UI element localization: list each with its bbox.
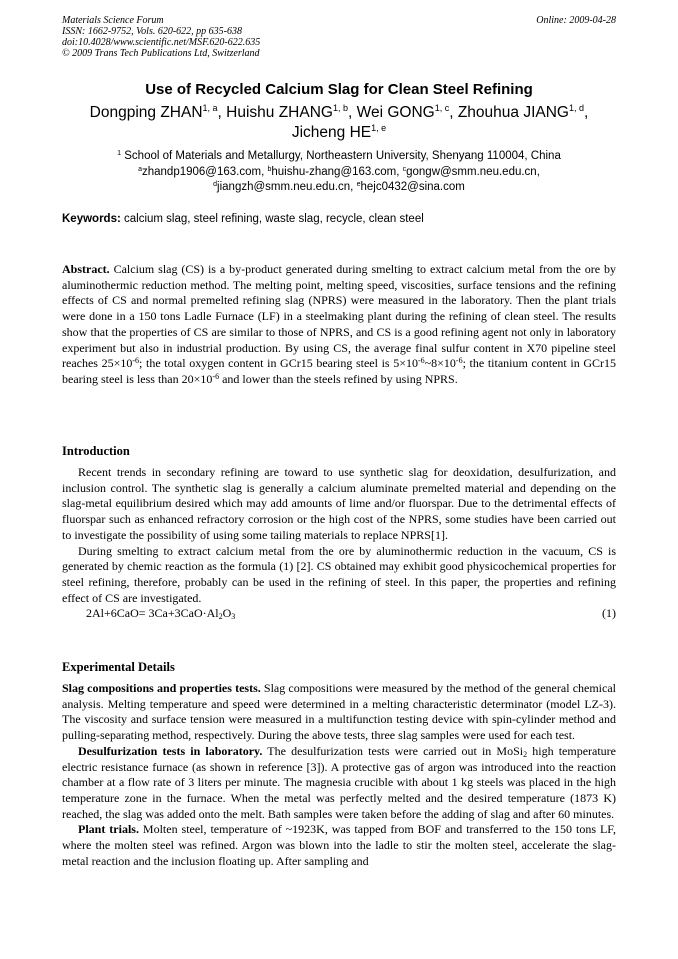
email: jiangzh@smm.neu.edu.cn,	[217, 181, 354, 193]
affil-text: School of Materials and Metallurgy, Northeastern University, Shenyang 110004, China	[124, 150, 561, 162]
author-name: Dongping ZHAN	[89, 104, 203, 121]
exponent: -6	[417, 356, 425, 366]
subscript: 2	[523, 749, 528, 759]
abstract	[62, 262, 616, 388]
author-name: Zhouhua JIANG	[457, 104, 569, 121]
email: hejc0432@sina.com	[360, 181, 465, 193]
paper-title: Use of Recycled Calcium Slag for Clean Steel Refining	[145, 81, 533, 98]
email-mark: c	[402, 165, 407, 173]
author-sup: 1, c	[434, 103, 450, 113]
online-date: Online: 2009-04-28	[536, 15, 616, 26]
author-sup: 1, e	[371, 123, 387, 133]
paragraph-lead: Desulfurization tests in laboratory.	[78, 743, 263, 758]
paragraph-lead: Slag compositions and properties tests.	[62, 681, 261, 695]
affiliation	[62, 149, 616, 196]
copyright-line: © 2009 Trans Tech Publications Ltd, Switzerland	[62, 48, 260, 59]
abstract-text: and lower than the steels refined by using NPRS.	[219, 371, 458, 386]
author-sup: 1, b	[332, 103, 348, 113]
author-name: Jicheng HE	[291, 124, 372, 141]
abstract-text: Calcium slag (CS) is a by-product generated during smelting to extract calcium metal from the ore by aluminothermic reduction method. The melting point, melting speed, viscosities, surface tensions and the refining effects of CS and normal premelted refining slag (NPRS) were measured in the laboratory. Then the plant trials were done in a 150 tons Ladle Furnace (LF) in a steelmaking plant during the refining of clean steel. The results show that the properties of CS are similar to those of NPRS, and CS is a good refining agent not only in laboratory experiment but also in industrial production. By using CS, the average final sulfur content in X70 pipeline steel reaches 25×10	[62, 262, 617, 371]
author-name: Wei GONG	[356, 104, 435, 121]
email: zhandp1906@163.com,	[141, 165, 265, 178]
abstract-label: Abstract.	[62, 262, 110, 276]
paragraph-text: The desulfurization tests were carried out in MoSi	[262, 743, 524, 758]
email: huishu-zhang@163.com,	[271, 165, 400, 178]
paragraph-text: Molten steel, temperature of ~1923K, was tapped from BOF and transferred to the 150 tons LF, where the molten steel was refined. Argon was blown into the ladle to stir the molten steel, accelerate the slag-metal reaction and the inclusion floating up. After sampling and	[62, 822, 616, 868]
equation-text: 2Al+6CaO= 3Ca+3CaO·Al	[86, 606, 219, 621]
equation-text: O	[222, 606, 232, 621]
exponent: -6	[212, 371, 220, 381]
paragraph: Recent trends in secondary refining are toward to use synthetic slag for deoxidation, desulfurization, and inclusion control. The synthetic slag is generally a calcium aluminate premelted material and depending on the slag-metal equilibrium desired which may add amounts of lime and/or fluorspar. Due to the detrimental effects of fluorspar such as enhanced refractory corrosion or the high cost of the NPRS, some studies have been carried out to investigate the possibility of using some tailing materials to replace NPRS[1].	[62, 465, 616, 542]
paragraph	[62, 681, 616, 744]
paragraph	[62, 822, 616, 869]
equation	[62, 606, 616, 622]
paragraph-text: Slag compositions were measured by the method of the general chemical analysis. Melting temperature and speed were determined in a melting characteristic determinator (model LZ-3). The viscosity and surface tension were measured in a multifunction testing device with spin-cylinder method and pulling-separating method, respectively. During the above tests, three slag samples were used for each test.	[62, 681, 617, 743]
author-list: Dongping ZHAN$^{1, a}$, Huishu ZHANG$^{1, b}$, Wei GONG$^{1, c}$, Zhouhua JIANG$^{1, d}$, Jicheng HE$^{1, e}$	[89, 103, 589, 141]
paragraph-lead: Plant trials.	[78, 822, 139, 837]
abstract-text: ; the total oxygen content in GCr15 bearing steel is 5×10	[139, 356, 418, 371]
introduction-heading: Introduction	[62, 444, 130, 458]
email-mark: d	[213, 181, 218, 188]
introduction-body	[62, 465, 616, 622]
paragraph: During smelting to extract calcium metal from the ore by aluminothermic reduction in the vacuum, CS is generated by chemic reaction as the formula (1) [2]. CS obtained may exhibit good physicochemical properties for steel refining, therefore, probably can be used in the refining of steel. In this paper, the properties and refining effect of CS are investigated.	[62, 543, 616, 605]
subscript: 3	[231, 612, 236, 622]
issn-line: ISSN: 1662-9752, Vols. 620-622, pp 635-638	[62, 26, 242, 37]
keywords-label: Keywords:	[62, 213, 121, 225]
doi-line: doi:10.4028/www.scientific.net/MSF.620-622.635	[62, 37, 261, 48]
abstract-text: ; the titanium content in GCr15 bearing steel is less than 20×10	[62, 356, 616, 386]
author-sup: 1, a	[202, 103, 218, 113]
email-mark: b	[267, 165, 272, 173]
email-mark: a	[138, 165, 142, 173]
experimental-body	[62, 681, 616, 869]
paragraph-text: high temperature electric resistance furnace (as shown in reference [3]). A protective gas of argon was introduced into the reaction chamber at a flow rate of 3 liters per minute. The magnesia crucible with about 1 kg steels was placed in the high temperature zone in the furnace. When the metal was perfectly melted and the desired temperature (1873 K) reached, the slag was added onto the melt. Bath samples were taken before the adding of slag and after 60 minutes.	[62, 743, 616, 821]
subscript: 2	[218, 612, 223, 622]
journal-header	[62, 15, 616, 59]
journal-name: Materials Science Forum	[62, 15, 164, 26]
affil-mark: 1	[117, 150, 122, 157]
abstract-text: ~8×10	[424, 356, 456, 371]
exponent: -6	[132, 356, 140, 366]
author-sup: 1, d	[569, 103, 585, 113]
keywords	[62, 213, 616, 225]
paragraph	[62, 744, 616, 823]
author-name: Huishu ZHANG	[226, 104, 333, 121]
experimental-heading: Experimental Details	[62, 660, 175, 674]
equation-number: (1)	[602, 606, 616, 621]
email: gongw@smm.neu.edu.cn,	[406, 165, 540, 178]
keywords-text: calcium slag, steel refining, waste slag, recycle, clean steel	[124, 213, 424, 225]
exponent: -6	[455, 356, 463, 366]
email-mark: e	[356, 181, 361, 188]
